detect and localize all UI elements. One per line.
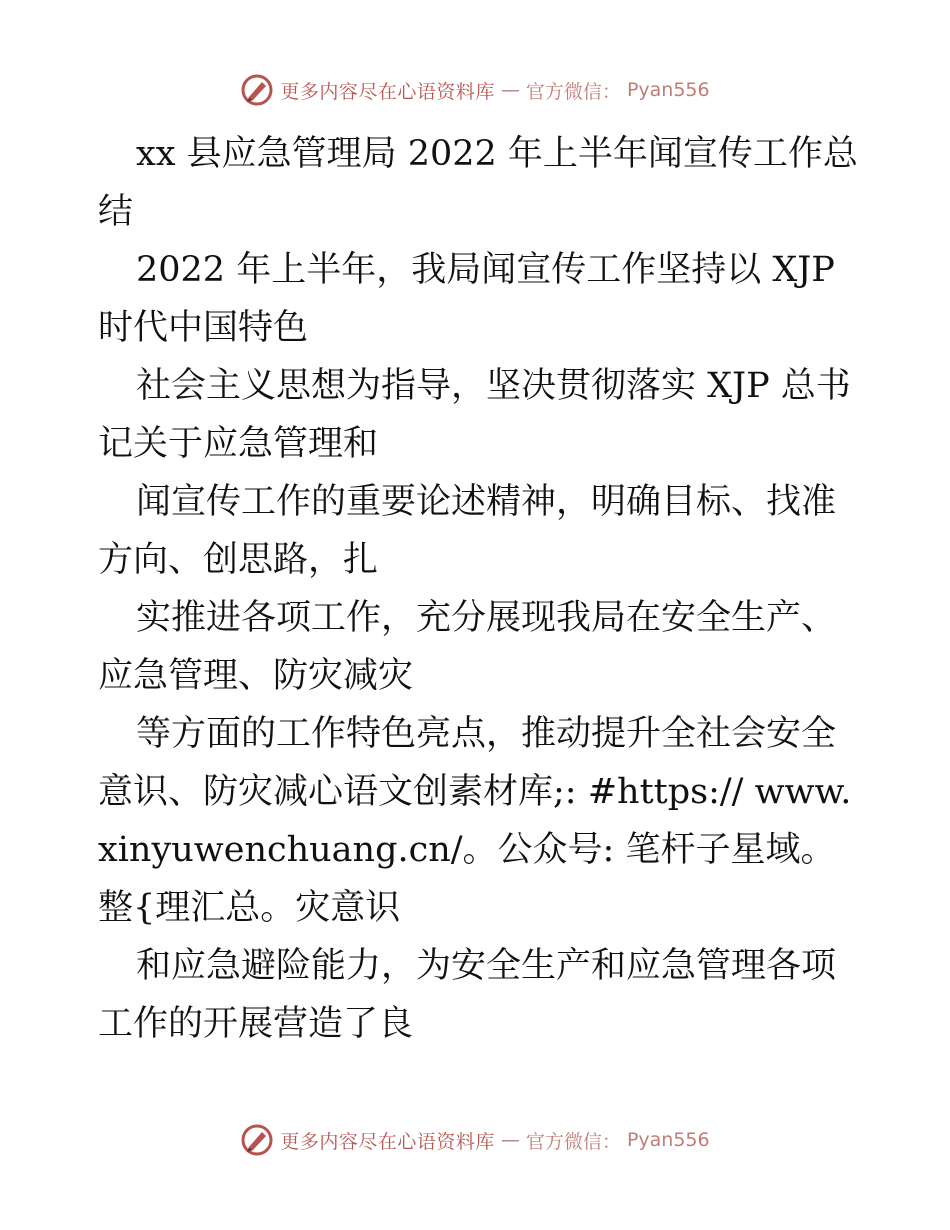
watermark-wechat-label: 官方微信： — [525, 1130, 621, 1153]
watermark-text: 更多内容尽在心语资料库 — [280, 80, 495, 103]
header-watermark — [0, 70, 950, 110]
document-title: xx 县应急管理局 2022 年上半年闻宣传工作总结 — [98, 134, 858, 232]
footer-watermark — [0, 1120, 950, 1160]
watermark-dash: — — [500, 1129, 520, 1151]
paragraph: 社会主义思想为指导，坚决贯彻落实 XJP 总书记关于应急管理和 — [98, 366, 851, 464]
watermark-wechat-label: 官方微信： — [525, 80, 621, 103]
watermark-dash: — — [500, 79, 520, 101]
watermark-wechat-id: Pyan556 — [626, 79, 710, 101]
document-body — [98, 125, 858, 1053]
paragraph: 和应急避险能力，为安全生产和应急管理各项工作的开展营造了良 — [98, 946, 837, 1044]
watermark-text: 更多内容尽在心语资料库 — [280, 1130, 495, 1153]
pen-logo-icon — [240, 1123, 274, 1157]
paragraph: 闻宣传工作的重要论述精神，明确目标、找准方向、创思路，扎 — [98, 482, 837, 580]
paragraph: 2022 年上半年，我局闻宣传工作坚持以 XJP 时代中国特色 — [98, 250, 835, 348]
paragraph: 等方面的工作特色亮点，推动提升全社会安全意识、防灾减心语文创素材库;: #https:// www.xinyuwenchuang.cn/。公众号: 笔杆子星域。整{理汇总。灾意识 — [98, 714, 852, 928]
pen-logo-icon — [240, 73, 274, 107]
watermark-wechat-id: Pyan556 — [626, 1129, 710, 1151]
paragraph: 实推进各项工作，充分展现我局在安全生产、应急管理、防灾减灾 — [98, 598, 837, 696]
